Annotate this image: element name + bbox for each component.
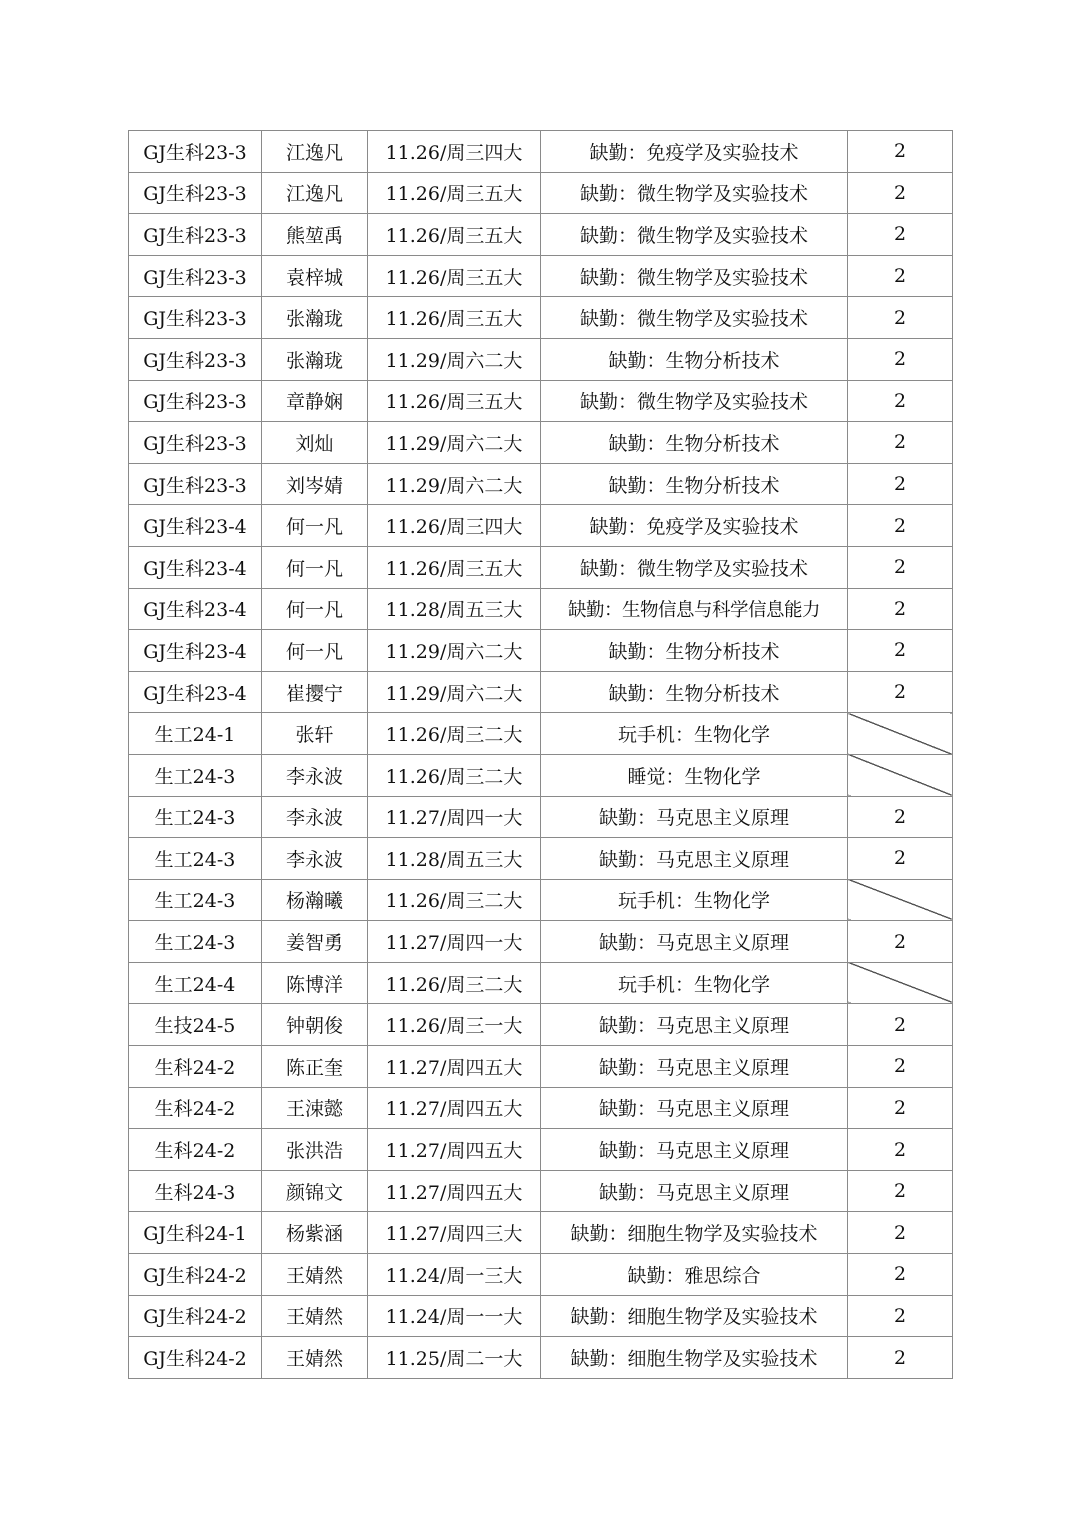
table-row — [129, 838, 953, 880]
violation-cell: 缺勤：细胞生物学及实验技术 — [541, 1295, 848, 1337]
student-name-cell: 崔撄宁 — [262, 671, 368, 713]
score-cell: 2 — [848, 172, 953, 214]
table-row — [129, 131, 953, 173]
table-row — [129, 1254, 953, 1296]
table-row — [129, 546, 953, 588]
student-name-cell: 张瀚珑 — [262, 297, 368, 339]
violation-cell: 缺勤：生物分析技术 — [541, 338, 848, 380]
table-row — [129, 380, 953, 422]
class-cell: GJ生科24-2 — [129, 1254, 262, 1296]
score-cell: 2 — [848, 838, 953, 880]
class-cell: GJ生科23-3 — [129, 255, 262, 297]
violation-cell: 缺勤：马克思主义原理 — [541, 1046, 848, 1088]
class-cell: 生科24-2 — [129, 1087, 262, 1129]
time-cell: 11.28/周五三大 — [368, 838, 541, 880]
time-cell: 11.27/周四五大 — [368, 1170, 541, 1212]
class-cell: GJ生科24-2 — [129, 1295, 262, 1337]
time-cell: 11.27/周四一大 — [368, 921, 541, 963]
score-cell: 2 — [848, 214, 953, 256]
table-row — [129, 879, 953, 921]
violation-cell: 缺勤：马克思主义原理 — [541, 838, 848, 880]
student-name-cell: 何一凡 — [262, 630, 368, 672]
student-name-cell: 刘岑婧 — [262, 463, 368, 505]
student-name-cell: 何一凡 — [262, 505, 368, 547]
student-name-cell: 陈博洋 — [262, 962, 368, 1004]
class-cell: GJ生科23-3 — [129, 422, 262, 464]
student-name-cell: 何一凡 — [262, 546, 368, 588]
student-name-cell: 张洪浩 — [262, 1129, 368, 1171]
table-row — [129, 713, 953, 755]
time-cell: 11.26/周三二大 — [368, 713, 541, 755]
score-cell — [848, 713, 953, 755]
score-cell: 2 — [848, 1087, 953, 1129]
table-row — [129, 588, 953, 630]
violation-cell: 缺勤：微生物学及实验技术 — [541, 380, 848, 422]
table-row — [129, 1004, 953, 1046]
score-cell: 2 — [848, 422, 953, 464]
class-cell: GJ生科23-3 — [129, 214, 262, 256]
violation-cell: 缺勤：马克思主义原理 — [541, 1004, 848, 1046]
student-name-cell: 杨瀚曦 — [262, 879, 368, 921]
score-cell: 2 — [848, 297, 953, 339]
time-cell: 11.29/周六二大 — [368, 671, 541, 713]
time-cell: 11.29/周六二大 — [368, 630, 541, 672]
time-cell: 11.25/周二一大 — [368, 1337, 541, 1379]
student-name-cell: 颜锦文 — [262, 1170, 368, 1212]
class-cell: GJ生科23-3 — [129, 297, 262, 339]
table-row — [129, 1295, 953, 1337]
student-name-cell: 杨紫涵 — [262, 1212, 368, 1254]
table-row — [129, 1087, 953, 1129]
time-cell: 11.28/周五三大 — [368, 588, 541, 630]
time-cell: 11.26/周三四大 — [368, 131, 541, 173]
violation-cell: 缺勤：马克思主义原理 — [541, 1087, 848, 1129]
violation-cell: 玩手机：生物化学 — [541, 879, 848, 921]
score-cell: 2 — [848, 1295, 953, 1337]
violation-cell: 缺勤：雅思综合 — [541, 1254, 848, 1296]
violation-cell: 缺勤：马克思主义原理 — [541, 1129, 848, 1171]
student-name-cell: 王婧然 — [262, 1337, 368, 1379]
class-cell: 生工24-3 — [129, 879, 262, 921]
class-cell: GJ生科23-3 — [129, 338, 262, 380]
student-name-cell: 江逸凡 — [262, 131, 368, 173]
violation-cell: 缺勤：生物分析技术 — [541, 671, 848, 713]
table-row — [129, 1129, 953, 1171]
student-name-cell: 江逸凡 — [262, 172, 368, 214]
score-cell: 2 — [848, 1254, 953, 1296]
time-cell: 11.26/周三二大 — [368, 879, 541, 921]
table-row — [129, 754, 953, 796]
time-cell: 11.27/周四五大 — [368, 1046, 541, 1088]
student-name-cell: 王涑懿 — [262, 1087, 368, 1129]
violation-cell: 缺勤：细胞生物学及实验技术 — [541, 1337, 848, 1379]
time-cell: 11.26/周三五大 — [368, 297, 541, 339]
table-row — [129, 505, 953, 547]
class-cell: GJ生科24-1 — [129, 1212, 262, 1254]
table-row — [129, 214, 953, 256]
violation-cell: 缺勤：生物分析技术 — [541, 463, 848, 505]
class-cell: 生工24-1 — [129, 713, 262, 755]
score-cell: 2 — [848, 1129, 953, 1171]
table-row — [129, 463, 953, 505]
class-cell: 生技24-5 — [129, 1004, 262, 1046]
attendance-table — [128, 130, 953, 1379]
table-row — [129, 671, 953, 713]
class-cell: GJ生科23-3 — [129, 463, 262, 505]
time-cell: 11.27/周四五大 — [368, 1129, 541, 1171]
score-cell: 2 — [848, 380, 953, 422]
class-cell: GJ生科23-4 — [129, 630, 262, 672]
time-cell: 11.26/周三二大 — [368, 962, 541, 1004]
score-cell: 2 — [848, 1170, 953, 1212]
score-cell — [848, 754, 953, 796]
student-name-cell: 陈正奎 — [262, 1046, 368, 1088]
score-cell: 2 — [848, 671, 953, 713]
class-cell: GJ生科24-2 — [129, 1337, 262, 1379]
class-cell: GJ生科23-3 — [129, 131, 262, 173]
table-row — [129, 1337, 953, 1379]
violation-cell: 玩手机：生物化学 — [541, 713, 848, 755]
time-cell: 11.26/周三五大 — [368, 172, 541, 214]
student-name-cell: 王婧然 — [262, 1295, 368, 1337]
class-cell: 生工24-3 — [129, 754, 262, 796]
class-cell: GJ生科23-3 — [129, 380, 262, 422]
class-cell: 生工24-3 — [129, 796, 262, 838]
table-row — [129, 1170, 953, 1212]
class-cell: 生科24-2 — [129, 1046, 262, 1088]
table-row — [129, 1046, 953, 1088]
table-row — [129, 921, 953, 963]
student-name-cell: 张轩 — [262, 713, 368, 755]
violation-cell: 缺勤：免疫学及实验技术 — [541, 505, 848, 547]
time-cell: 11.27/周四一大 — [368, 796, 541, 838]
class-cell: 生工24-3 — [129, 838, 262, 880]
violation-cell: 缺勤：生物分析技术 — [541, 422, 848, 464]
student-name-cell: 刘灿 — [262, 422, 368, 464]
student-name-cell: 李永波 — [262, 796, 368, 838]
student-name-cell: 章静娴 — [262, 380, 368, 422]
time-cell: 11.29/周六二大 — [368, 422, 541, 464]
violation-cell: 缺勤：微生物学及实验技术 — [541, 255, 848, 297]
score-cell: 2 — [848, 1046, 953, 1088]
time-cell: 11.27/周四三大 — [368, 1212, 541, 1254]
class-cell: 生科24-3 — [129, 1170, 262, 1212]
time-cell: 11.26/周三一大 — [368, 1004, 541, 1046]
student-name-cell: 熊堃禹 — [262, 214, 368, 256]
table-row — [129, 338, 953, 380]
score-cell — [848, 962, 953, 1004]
class-cell: GJ生科23-4 — [129, 546, 262, 588]
violation-cell: 缺勤：微生物学及实验技术 — [541, 172, 848, 214]
table-row — [129, 1212, 953, 1254]
violation-cell: 缺勤：微生物学及实验技术 — [541, 214, 848, 256]
violation-cell: 缺勤：马克思主义原理 — [541, 921, 848, 963]
score-cell: 2 — [848, 255, 953, 297]
student-name-cell: 李永波 — [262, 838, 368, 880]
time-cell: 11.26/周三五大 — [368, 546, 541, 588]
score-cell: 2 — [848, 505, 953, 547]
violation-cell: 缺勤：生物信息与科学信息能力 — [541, 588, 848, 630]
violation-cell: 缺勤：微生物学及实验技术 — [541, 546, 848, 588]
score-cell: 2 — [848, 921, 953, 963]
time-cell: 11.26/周三二大 — [368, 754, 541, 796]
violation-cell: 缺勤：马克思主义原理 — [541, 796, 848, 838]
violation-cell: 玩手机：生物化学 — [541, 962, 848, 1004]
class-cell: 生工24-3 — [129, 921, 262, 963]
time-cell: 11.29/周六二大 — [368, 463, 541, 505]
violation-cell: 缺勤：微生物学及实验技术 — [541, 297, 848, 339]
violation-cell: 缺勤：生物分析技术 — [541, 630, 848, 672]
time-cell: 11.24/周一三大 — [368, 1254, 541, 1296]
table-row — [129, 172, 953, 214]
attendance-table-body — [129, 131, 953, 1379]
score-cell — [848, 879, 953, 921]
time-cell: 11.27/周四五大 — [368, 1087, 541, 1129]
student-name-cell: 何一凡 — [262, 588, 368, 630]
student-name-cell: 姜智勇 — [262, 921, 368, 963]
time-cell: 11.29/周六二大 — [368, 338, 541, 380]
time-cell: 11.26/周三五大 — [368, 380, 541, 422]
student-name-cell: 张瀚珑 — [262, 338, 368, 380]
score-cell: 2 — [848, 1212, 953, 1254]
score-cell: 2 — [848, 630, 953, 672]
score-cell: 2 — [848, 131, 953, 173]
time-cell: 11.24/周一一大 — [368, 1295, 541, 1337]
table-row — [129, 255, 953, 297]
student-name-cell: 李永波 — [262, 754, 368, 796]
score-cell: 2 — [848, 463, 953, 505]
class-cell: GJ生科23-4 — [129, 671, 262, 713]
table-row — [129, 297, 953, 339]
student-name-cell: 王婧然 — [262, 1254, 368, 1296]
time-cell: 11.26/周三五大 — [368, 255, 541, 297]
class-cell: GJ生科23-4 — [129, 505, 262, 547]
student-name-cell: 袁梓城 — [262, 255, 368, 297]
violation-cell: 缺勤：免疫学及实验技术 — [541, 131, 848, 173]
time-cell: 11.26/周三五大 — [368, 214, 541, 256]
score-cell: 2 — [848, 796, 953, 838]
class-cell: 生工24-4 — [129, 962, 262, 1004]
violation-cell: 睡觉：生物化学 — [541, 754, 848, 796]
violation-cell: 缺勤：马克思主义原理 — [541, 1170, 848, 1212]
score-cell: 2 — [848, 338, 953, 380]
student-name-cell: 钟朝俊 — [262, 1004, 368, 1046]
table-row — [129, 962, 953, 1004]
score-cell: 2 — [848, 546, 953, 588]
time-cell: 11.26/周三四大 — [368, 505, 541, 547]
table-row — [129, 422, 953, 464]
table-row — [129, 630, 953, 672]
score-cell: 2 — [848, 1004, 953, 1046]
class-cell: 生科24-2 — [129, 1129, 262, 1171]
table-row — [129, 796, 953, 838]
class-cell: GJ生科23-4 — [129, 588, 262, 630]
class-cell: GJ生科23-3 — [129, 172, 262, 214]
score-cell: 2 — [848, 588, 953, 630]
score-cell: 2 — [848, 1337, 953, 1379]
violation-cell: 缺勤：细胞生物学及实验技术 — [541, 1212, 848, 1254]
